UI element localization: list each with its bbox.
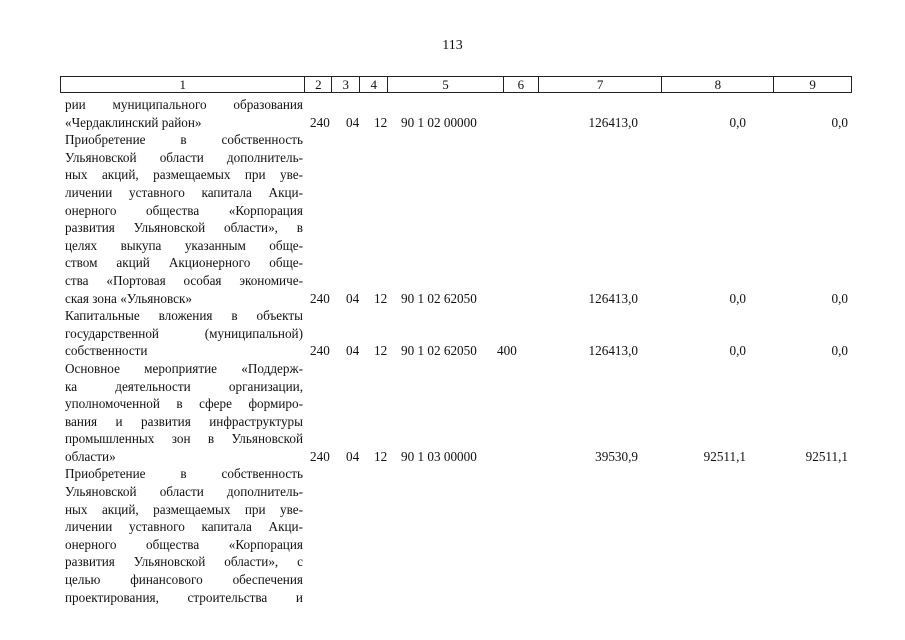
row-description: области» <box>65 448 116 464</box>
row-description: целях выкупа указанным обще- <box>65 237 303 253</box>
cell-col-2: 240 <box>310 448 330 464</box>
cell-col-2: 240 <box>310 290 330 306</box>
row-description: промышленных зон в Ульяновской <box>65 431 303 447</box>
table-row <box>65 342 848 360</box>
row-description: Приобретение в собственность <box>65 466 303 482</box>
cell-col-4: 12 <box>374 343 388 359</box>
description-line <box>65 395 848 413</box>
row-description: Капитальные вложения в объекты <box>65 308 303 324</box>
cell-col-8: 0,0 <box>729 114 746 130</box>
description-line <box>65 360 848 378</box>
row-description: ка деятельности организации, <box>65 378 303 394</box>
cell-col-4: 12 <box>374 448 388 464</box>
column-header-7: 7 <box>539 77 663 92</box>
column-header-3: 3 <box>332 77 360 92</box>
table-row <box>65 290 848 308</box>
row-description: собственности <box>65 343 148 359</box>
cell-col-6: 400 <box>497 343 517 359</box>
cell-col-3: 04 <box>346 114 360 130</box>
column-header-2: 2 <box>305 77 332 92</box>
cell-col-3: 04 <box>346 343 360 359</box>
row-description: «Чердаклинский район» <box>65 114 202 130</box>
description-line <box>65 325 848 343</box>
row-description: ства «Портовая особая экономиче- <box>65 272 303 288</box>
row-description: развития Ульяновской области», в <box>65 220 303 236</box>
table-header-row <box>60 76 852 93</box>
row-description: личении уставного капитала Акци- <box>65 519 303 535</box>
row-description: ных акций, размещаемых при уве- <box>65 501 303 517</box>
description-line <box>65 571 848 589</box>
description-line <box>65 149 848 167</box>
row-description: уполномоченной в сфере формиро- <box>65 396 303 412</box>
row-description: ская зона «Ульяновск» <box>65 290 192 306</box>
column-header-1: 1 <box>61 77 305 92</box>
row-description: вания и развития инфраструктуры <box>65 413 303 429</box>
cell-col-5: 90 1 02 62050 <box>401 290 477 306</box>
page-number: 113 <box>442 38 463 53</box>
table-row <box>65 114 848 132</box>
cell-col-9: 0,0 <box>831 290 848 306</box>
cell-col-9: 0,0 <box>831 114 848 130</box>
description-line <box>65 589 848 607</box>
row-description: Ульяновской области дополнитель- <box>65 484 303 500</box>
description-line <box>65 501 848 519</box>
table-row <box>65 448 848 466</box>
description-line <box>65 184 848 202</box>
column-header-5: 5 <box>388 77 504 92</box>
row-description: ством акций Акционерного обще- <box>65 255 303 271</box>
column-header-6: 6 <box>504 77 539 92</box>
description-line <box>65 378 848 396</box>
cell-col-2: 240 <box>310 343 330 359</box>
row-description: целью финансового обеспечения <box>65 572 303 588</box>
cell-col-8: 0,0 <box>729 290 746 306</box>
description-line <box>65 465 848 483</box>
row-description: Приобретение в собственность <box>65 132 303 148</box>
row-description: личении уставного капитала Акци- <box>65 184 303 200</box>
cell-col-2: 240 <box>310 114 330 130</box>
description-line <box>65 430 848 448</box>
description-line <box>65 483 848 501</box>
column-header-4: 4 <box>360 77 388 92</box>
cell-col-4: 12 <box>374 290 388 306</box>
row-description: онерного общества «Корпорация <box>65 536 303 552</box>
cell-col-4: 12 <box>374 114 388 130</box>
description-line <box>65 96 848 114</box>
description-line <box>65 219 848 237</box>
cell-col-7: 126413,0 <box>588 343 638 359</box>
row-description: ных акций, размещаемых при уве- <box>65 167 303 183</box>
row-description: проектирования, строительства и <box>65 589 303 605</box>
row-description: Ульяновской области дополнитель- <box>65 149 303 165</box>
cell-col-9: 92511,1 <box>805 448 848 464</box>
cell-col-3: 04 <box>346 290 360 306</box>
description-line <box>65 166 848 184</box>
cell-col-9: 0,0 <box>831 343 848 359</box>
description-line <box>65 254 848 272</box>
cell-col-8: 92511,1 <box>703 448 746 464</box>
description-line <box>65 536 848 554</box>
cell-col-5: 90 1 02 00000 <box>401 114 477 130</box>
row-description: развития Ульяновской области», с <box>65 554 303 570</box>
cell-col-5: 90 1 03 00000 <box>401 448 477 464</box>
description-line <box>65 307 848 325</box>
cell-col-3: 04 <box>346 448 360 464</box>
row-description: Основное мероприятие «Поддерж- <box>65 360 303 376</box>
cell-col-8: 0,0 <box>729 343 746 359</box>
description-line <box>65 272 848 290</box>
description-line <box>65 518 848 536</box>
description-line <box>65 131 848 149</box>
cell-col-7: 39530,9 <box>595 448 638 464</box>
cell-col-5: 90 1 02 62050 <box>401 343 477 359</box>
cell-col-7: 126413,0 <box>588 114 638 130</box>
description-line <box>65 202 848 220</box>
cell-col-7: 126413,0 <box>588 290 638 306</box>
column-header-9: 9 <box>809 77 816 92</box>
description-line <box>65 553 848 571</box>
row-description: онерного общества «Корпорация <box>65 202 303 218</box>
row-description: рии муниципального образования <box>65 97 303 112</box>
description-line <box>65 413 848 431</box>
column-header-8: 8 <box>662 77 774 92</box>
row-description: государственной (муниципальной) <box>65 325 303 341</box>
table-body <box>65 96 848 606</box>
description-line <box>65 237 848 255</box>
